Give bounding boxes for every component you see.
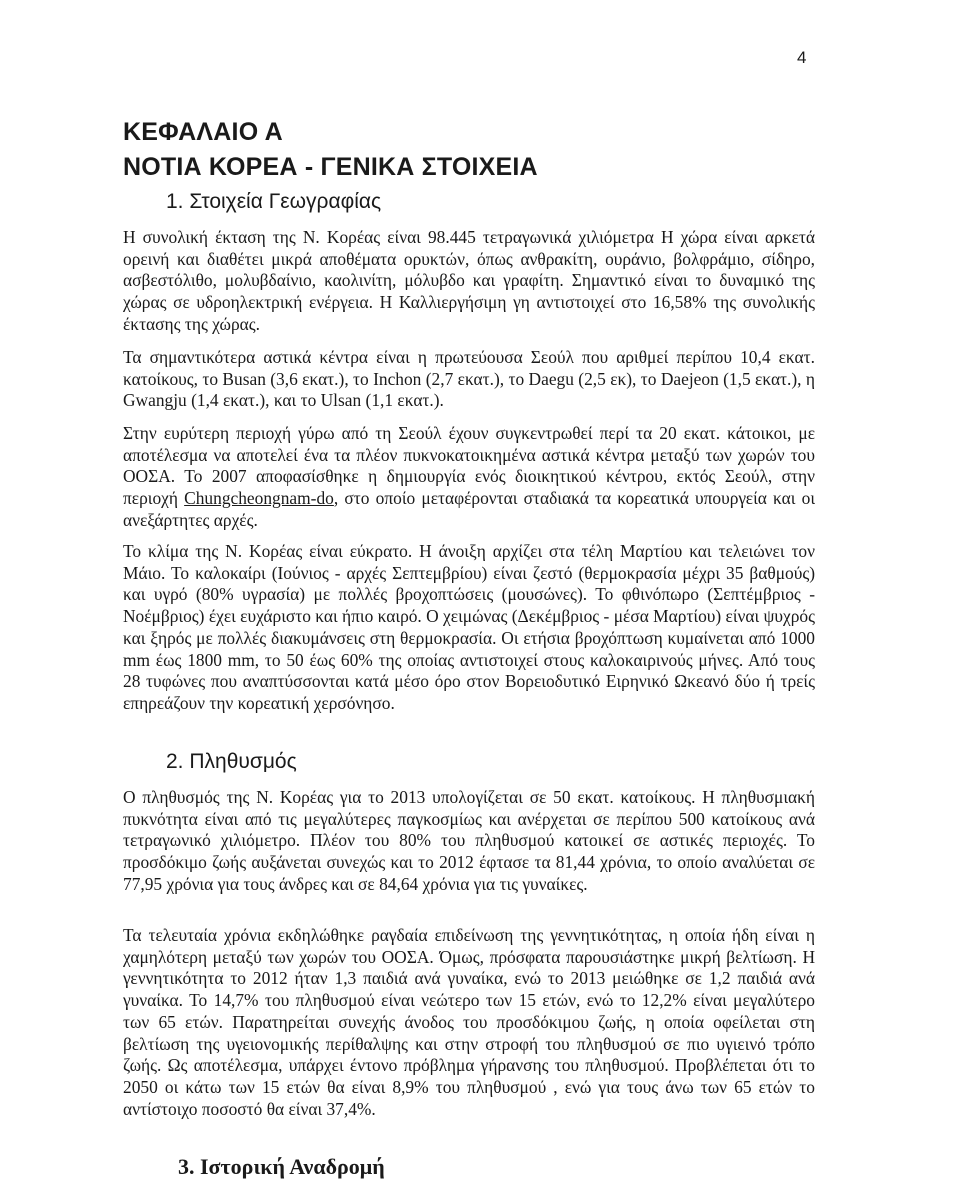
paragraph-population: Ο πληθυσμός της Ν. Κορέας για το 2013 υπολογίζεται σε 50 εκατ. κατοίκους. Η πληθυσμιακή πυκνότητα είναι από τις μεγαλύτερες παγκοσμίως και ανέρχεται σε περίπου 500 κατοίκους ανά τετραγωνικό χιλιόμετρο. Πλέον του 80% του πληθυσμού κατοικεί σε αστικές περιοχές. Το προσδόκιμο ζωής αυξάνεται συνεχώς και το 2012 έφτασε τα 81,44 χρόνια, το οποίο αναλύεται σε 77,95 χρόνια για τους άνδρες και σε 84,64 χρόνια για τις γυναίκες. <box>123 787 815 894</box>
paragraph-area-resources: Η συνολική έκταση της Ν. Κορέας είναι 98.445 τετραγωνικά χιλιόμετρα Η χώρα είναι αρκετά ορεινή και διαθέτει μικρά αποθέματα ορυκτών, όπως ανθρακίτη, ουράνιο, βολφράμιο, σίδηρο, ασβεστόλιθο, μολυβδαίνιο, καολινίτη, μόλυβδο και γραφίτη. Σημαντικό είναι το δυναμικό της χώρας σε υδροηλεκτρική ενέργεια. Η Καλλιεργήσιμη γη αντιστοιχεί στο 16,58% της συνολικής έκτασης της χώρας. <box>123 227 815 334</box>
section-heading-history: 3. Ιστορική Αναδρομή <box>178 1154 385 1179</box>
page-number: 4 <box>797 48 807 67</box>
chapter-heading: ΚΕΦΑΛΑΙΟ Α <box>123 118 283 146</box>
document-title: ΝΟΤΙΑ ΚΟΡΕΑ - ΓΕΝΙΚΑ ΣΤΟΙΧΕΙΑ <box>123 153 538 181</box>
section-heading-population: 2. Πληθυσμός <box>166 750 297 773</box>
paragraph-seoul-text-before: Στην ευρύτερη περιοχή γύρω από τη Σεούλ έχουν συγκεντρωθεί περί τα 20 εκατ. κάτοικοι, με αποτέλεσμα να αποτελεί ένα τα πλέον πυκνοκατοικημένα αστικά κέντρα μεταξύ των χωρών του ΟΟΣΑ. Το 2007 αποφασίσθηκε η δημιουργία ενός διοικητικού κέντρου, εκτός Σεούλ, στην περιοχή <box>123 423 815 509</box>
paragraph-seoul-region <box>123 423 815 532</box>
paragraph-seoul-text-after: , στο οποίο μεταφέρονται σταδιακά τα κορεατικά υπουργεία και οι ανεξάρτητες αρχές. <box>123 488 816 530</box>
paragraph-fertility-aging: Τα τελευταία χρόνια εκδηλώθηκε ραγδαία επιδείνωση της γεννητικότητας, η οποία ήδη είναι η χαμηλότερη μεταξύ των χωρών του ΟΟΣΑ. Όμως, πρόσφατα παρουσιάστηκε μικρή βελτίωση. Η γεννητικότητα το 2012 ήταν 1,3 παιδιά ανά γυναίκα, ενώ το 2013 μειώθηκε σε 1,2 παιδιά ανά γυναίκα. Το 14,7% του πληθυσμού είναι νεώτερο των 15 ετών, ενώ το 12,2% είναι μεγαλύτερο των 65 ετών. Παρατηρείται συνεχής άνοδος του προσδόκιμου ζωής, η οποία οφείλεται στη βελτίωση της υγειονομικής περίθαλψης και στην στροφή του πληθυσμού σε πιο υγιεινό τρόπο ζωής. Ως αποτέλεσμα, υπάρχει έντονο πρόβλημα γήρανσης του πληθυσμού. Προβλέπεται ότι το 2050 οι κάτω των 15 ετών θα είναι 8,9% του πληθυσμού , ενώ για τους άνω των 65 ετών το αντίστοιχο ποσοστό θα είναι 37,4%. <box>123 925 815 1119</box>
paragraph-climate: Το κλίμα της Ν. Κορέας είναι εύκρατο. Η άνοιξη αρχίζει στα τέλη Μαρτίου και τελειώνει τον Μάιο. Το καλοκαίρι (Ιούνιος - αρχές Σεπτεμβρίου) είναι ζεστό (θερμοκρασία μέχρι 35 βαθμούς) και υγρό (80% υγρασία) με πολλές βροχοπτώσεις (μουσώνες). Το φθινόπωρο (Σεπτέμβριος - Νοέμβριος) έχει ευχάριστο και ήπιο καιρό. Ο χειμώνας (Δεκέμβριος - μέσα Μαρτίου) είναι ψυχρός και ξηρός με πολλές διακυμάνσεις στη θερμοκρασία. Οι ετήσια βροχόπτωση κυμαίνεται από 1000 mm έως 1800 mm, το 50 έως 60% της οποίας αντιστοιχεί στους καλοκαιρινούς μήνες. Από τους 28 τυφώνες που αναπτύσσονται κατά μέσο όρο στον Βορειοδυτικό Ειρηνικό Ωκεανό δύο ή τρείς επηρεάζουν την κορεατική χερσόνησο. <box>123 541 815 713</box>
paragraph-urban-centers: Τα σημαντικότερα αστικά κέντρα είναι η πρωτεύουσα Σεούλ που αριθμεί περίπου 10,4 εκατ. κατοίκους, το Busan (3,6 εκατ.), το Inchon (2,7 εκατ.), το Daegu (2,5 εκ), το Daejeon (1,5 εκατ.), η Gwangju (1,4 εκατ.), και το Ulsan (1,1 εκατ.). <box>123 347 815 411</box>
chungcheongnam-do-link[interactable]: Chungcheongnam-do <box>184 488 334 509</box>
section-heading-geography: 1. Στοιχεία Γεωγραφίας <box>166 190 382 213</box>
